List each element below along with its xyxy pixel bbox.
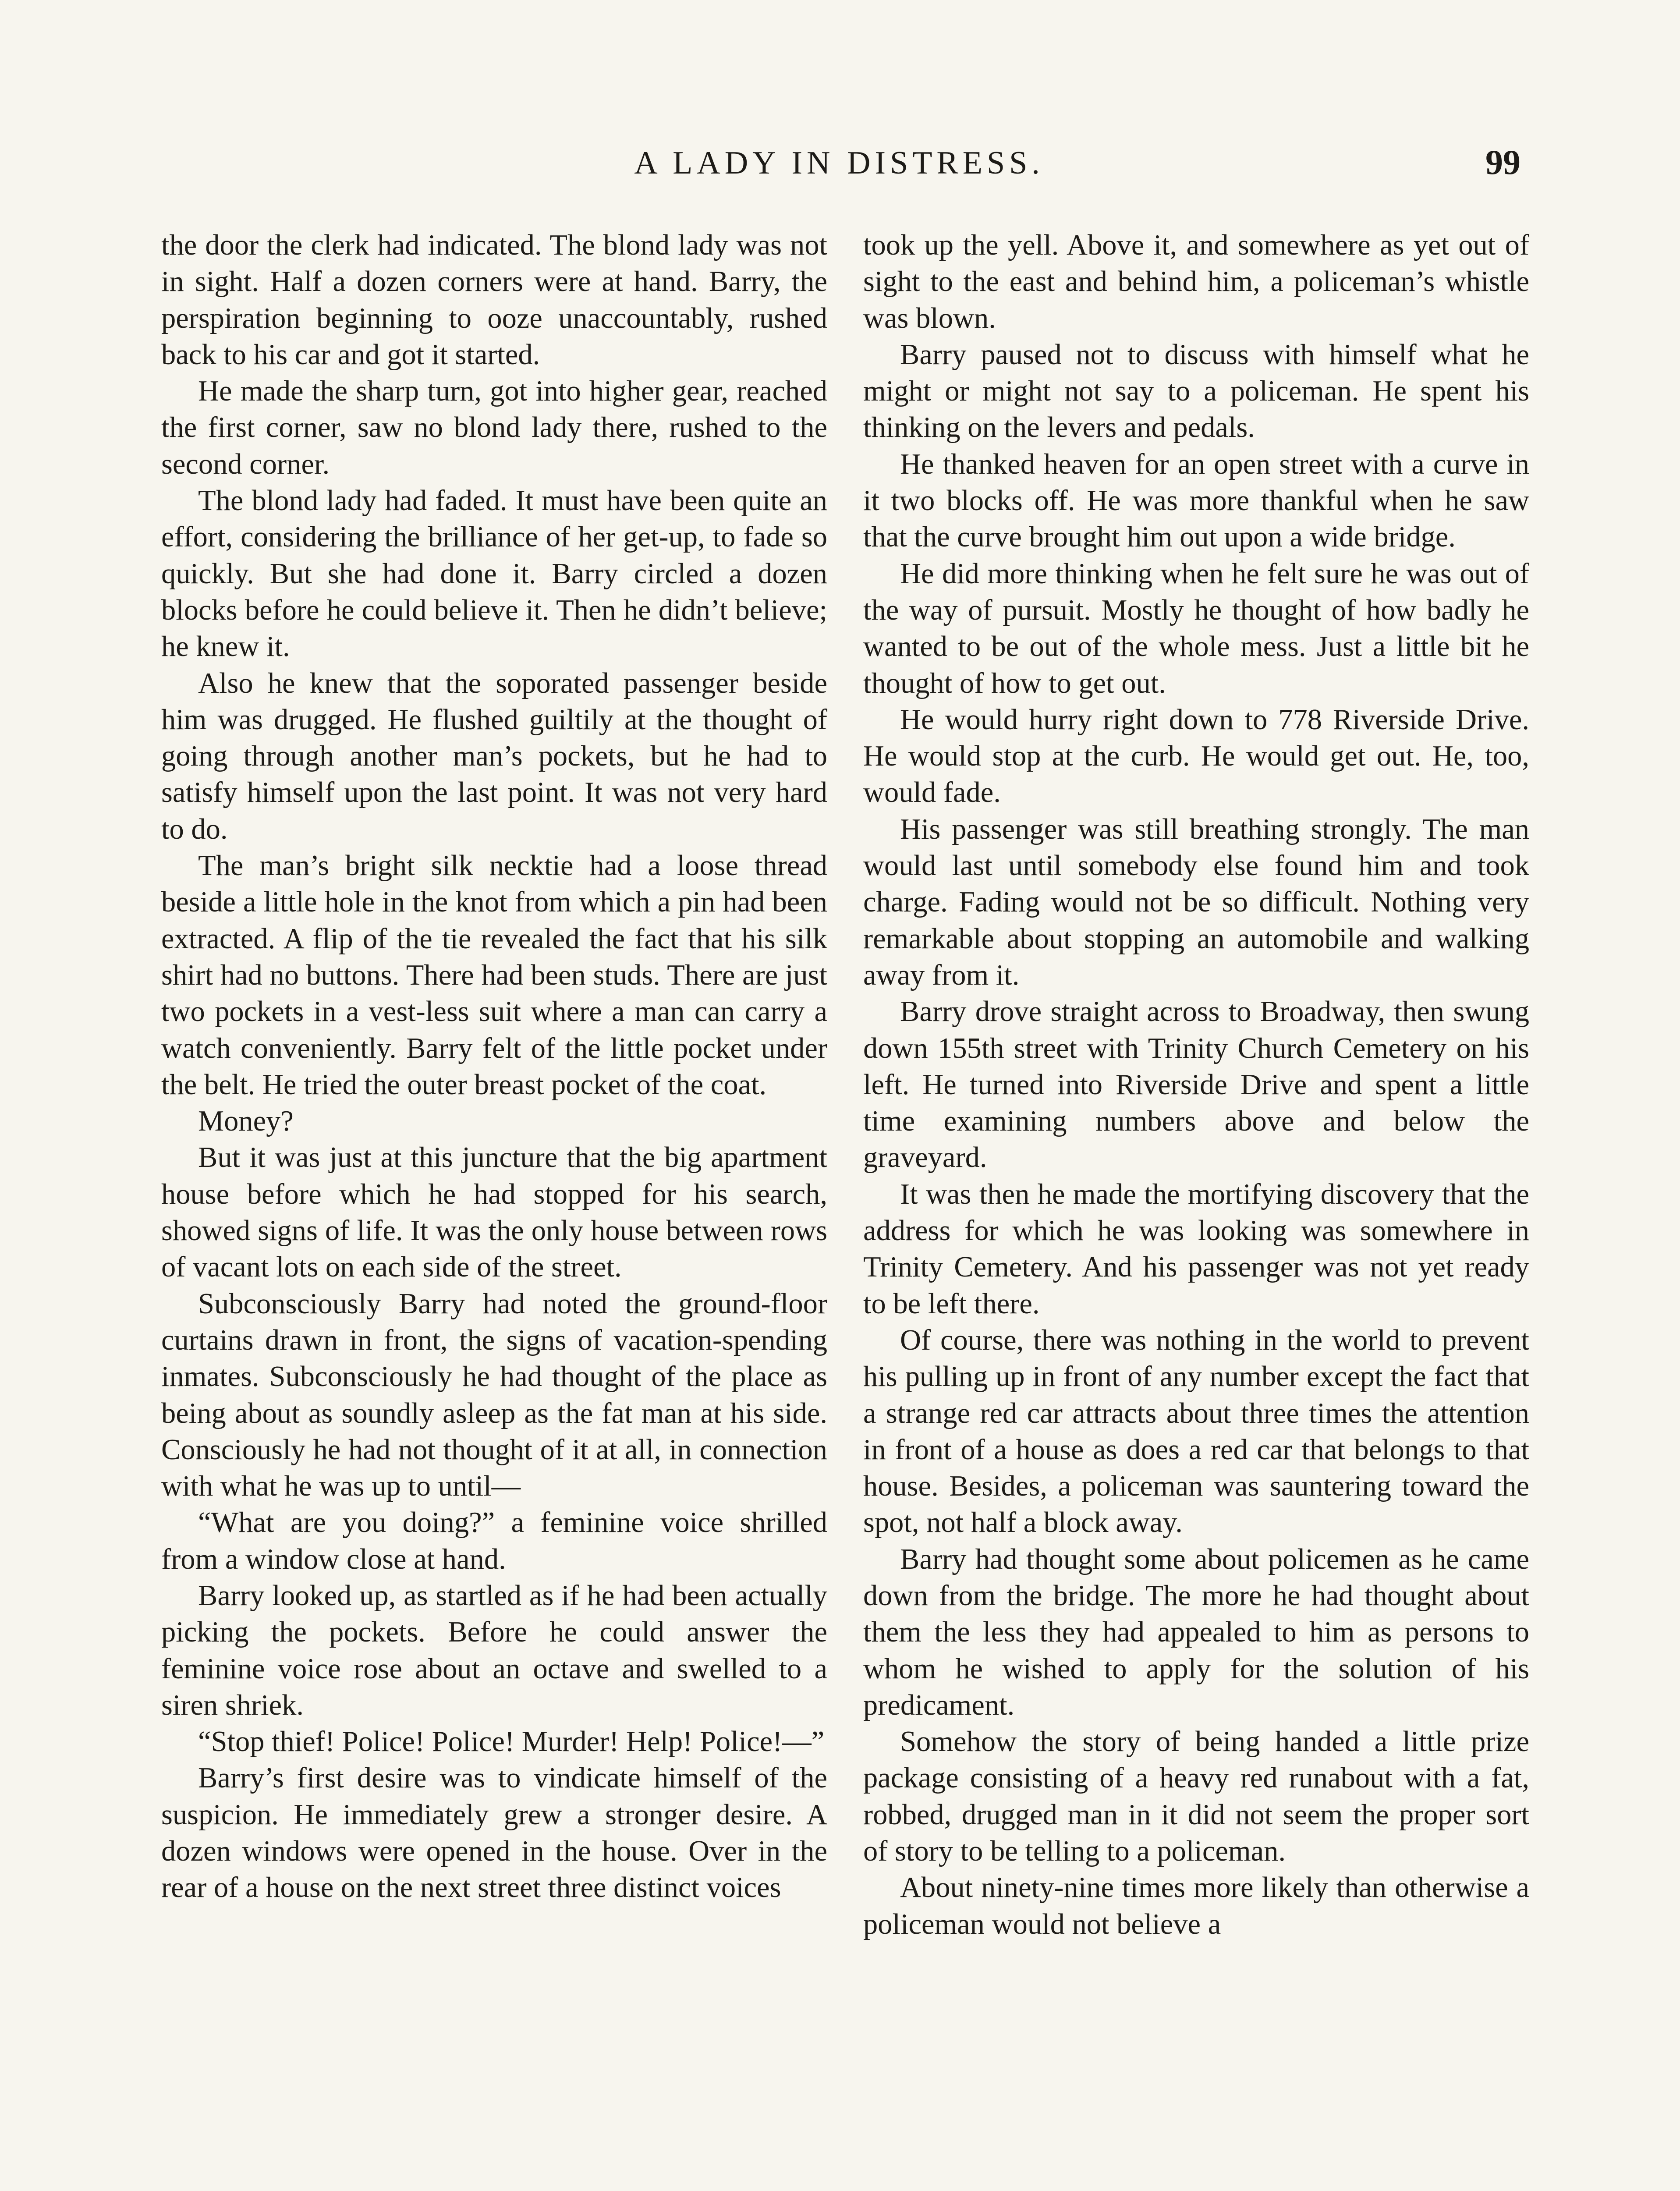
paragraph: Barry had thought some about policemen as he came down from the bridge. The more he had thought about them the less they had appealed to him as persons to whom he wished to apply for the solution of his predicament. xyxy=(863,1543,1529,1721)
paragraph: Barry paused not to discuss with himself what he might or might not say to a policeman. He spent his thinking on the levers and pedals. xyxy=(863,338,1529,444)
paragraph: He would hurry right down to 778 Riverside Drive. He would stop at the curb. He would get out. He, too, would fade. xyxy=(863,703,1529,809)
paragraph: But it was just at this juncture that the big apartment house before which he had stopped for his search, showed signs of life. It was the only house between rows of vacant lots on each side of the street. xyxy=(161,1142,827,1283)
paragraph: He thanked heaven for an open street with a curve in it two blocks off. He was more thankful when he saw that the curve brought him out upon a wide bridge. xyxy=(863,448,1529,553)
paragraph: Subconsciously Barry had noted the ground-floor curtains drawn in front, the signs of vacation-spending inmates. Subconsciously he had thought of the place as being about as soundly asleep as the fat man at his side. Consciously he had not thought of it at all, in connection with what he was up to until— xyxy=(161,1287,827,1503)
paragraph: Also he knew that the soporated passenger beside him was drugged. He flushed guiltily at the thought of going through another man’s pockets, but he had to satisfy himself upon the last point. It was not very hard to do. xyxy=(161,667,827,845)
paragraph: “Stop thief! Police! Police! Murder! Help! Police!—” xyxy=(198,1726,825,1758)
paragraph: Barry looked up, as startled as if he had been actually picking the pockets. Before he could answer the feminine voice rose about an octave and swelled to a siren shriek. xyxy=(161,1579,827,1721)
paragraph: Barry drove straight across to Broadway, then swung down 155th street with Trinity Church Cemetery on his left. He turned into Riverside Drive and spent a little time examining numbers above and below the graveyard. xyxy=(863,996,1529,1174)
page-number: 99 xyxy=(1485,143,1521,182)
running-head: A LADY IN DISTRESS. xyxy=(634,145,1044,181)
right-column xyxy=(863,227,1529,1943)
paragraph: “What are you doing?” a feminine voice shrilled from a window close at hand. xyxy=(161,1507,827,1575)
paragraph: About ninety-nine times more likely than otherwise a policeman would not believe a xyxy=(863,1872,1529,1940)
paragraph: The man’s bright silk necktie had a loose thread beside a little hole in the knot from which a pin had been extracted. A flip of the tie revealed the fact that his silk shirt had no buttons. There had been studs. There are just two pockets in a vest-less suit where a man can carry a watch conveniently. Barry felt of the little pocket under the belt. He tried the outer breast pocket of the coat. xyxy=(161,850,827,1101)
paragraph: took up the yell. Above it, and somewhere as yet out of sight to the east and behind him, a policeman’s whistle was blown. xyxy=(863,229,1529,334)
paragraph: Money? xyxy=(198,1105,294,1138)
paragraph: His passenger was still breathing strongly. The man would last until somebody else found him and took charge. Fading would not be so difficult. Nothing very remarkable about stopping an automobile and walking away from it. xyxy=(863,813,1529,991)
paragraph: the door the clerk had indicated. The blond lady was not in sight. Half a dozen corners were at hand. Barry, the perspiration beginning to ooze unaccountably, rushed back to his car and got it started. xyxy=(161,229,827,371)
paragraph: Barry’s first desire was to vindicate himself of the suspicion. He immediately grew a stronger desire. A dozen windows were opened in the house. Over in the rear of a house on the next street three distinct voices xyxy=(161,1762,827,1904)
paragraph: Somehow the story of being handed a little prize package consisting of a heavy red runabout with a fat, robbed, drugged man in it did not seem the proper sort of story to be telling to a policeman. xyxy=(863,1726,1529,1868)
page-header xyxy=(162,143,1521,197)
paragraph: Of course, there was nothing in the world to prevent his pulling up in front of any number except the fact that a strange red car attracts about three times the attention in front of a house as does a red car that belongs to that house. Besides, a policeman was sauntering toward the spot, not half a block away. xyxy=(863,1324,1529,1539)
left-column xyxy=(161,227,827,1906)
paragraph: The blond lady had faded. It must have been quite an effort, considering the brilliance of her get-up, to fade so quickly. But she had done it. Barry circled a dozen blocks before he could believe it. Then he didn’t believe; he knew it. xyxy=(161,485,827,663)
paragraph: He made the sharp turn, got into higher gear, reached the first corner, saw no blond lady there, rushed to the second corner. xyxy=(161,375,827,480)
paragraph: It was then he made the mortifying discovery that the address for which he was looking was somewhere in Trinity Cemetery. And his passenger was not yet ready to be left there. xyxy=(863,1178,1529,1320)
paragraph: He did more thinking when he felt sure he was out of the way of pursuit. Mostly he thought of how badly he wanted to be out of the whole mess. Just a little bit he thought of how to get out. xyxy=(863,557,1529,699)
